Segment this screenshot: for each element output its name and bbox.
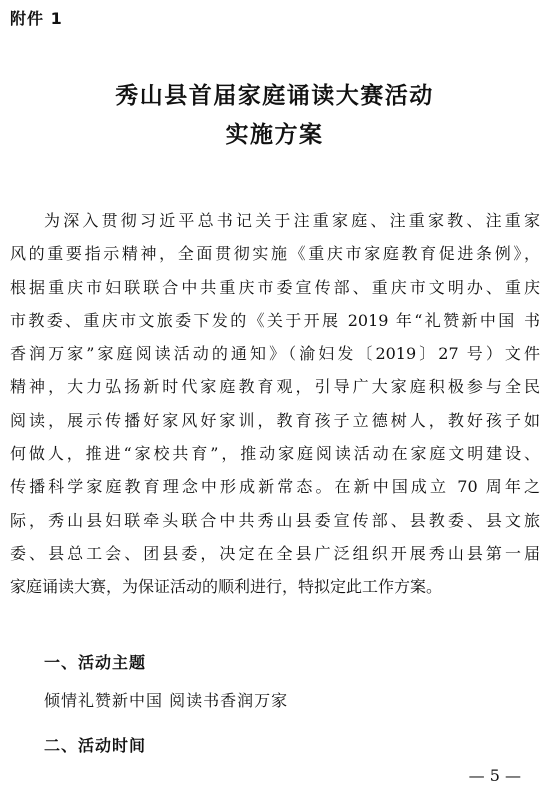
section-heading-time: 二、活动时间 bbox=[44, 736, 147, 755]
paragraph-line: 香润万家”家庭阅读活动的通知》（渝妇发〔2019〕27 号）文件 bbox=[10, 344, 540, 364]
paragraph-line: 传播科学家庭教育理念中形成新常态。在新中国成立 70 周年之 bbox=[10, 477, 540, 497]
page-number: — 5 — bbox=[468, 766, 521, 785]
document-title-line-1: 秀山县首届家庭诵读大赛活动 bbox=[115, 82, 434, 109]
paragraph-line: 阅读，展示传播好家风好家训，教育孩子立德树人，教好孩子如 bbox=[10, 410, 540, 430]
paragraph-line: 际，秀山县妇联牵头联合中共秀山县委宣传部、县教委、县文旅 bbox=[10, 510, 540, 530]
document-title-line-2: 实施方案 bbox=[225, 121, 324, 148]
paragraph-line: 家庭诵读大赛，为保证活动的顺利进行，特拟定此工作方案。 bbox=[10, 577, 443, 597]
paragraph-line: 为深入贯彻习近平总书记关于注重家庭、注重家教、注重家 bbox=[44, 211, 540, 230]
paragraph-line: 市教委、重庆市文旅委下发的《关于开展 2019 年“礼赞新中国 书 bbox=[10, 310, 540, 330]
paragraph-line: 根据重庆市妇联联合中共重庆市委宣传部、重庆市文明办、重庆 bbox=[10, 277, 540, 297]
activity-theme-text: 倾情礼赞新中国 阅读书香润万家 bbox=[44, 691, 289, 710]
attachment-label: 附件 1 bbox=[10, 9, 63, 28]
paragraph-line: 精神，大力弘扬新时代家庭教育观，引导广大家庭积极参与全民 bbox=[10, 377, 540, 397]
section-heading-theme: 一、活动主题 bbox=[44, 653, 147, 672]
intro-paragraph bbox=[10, 204, 540, 604]
paragraph-line: 何做人，推进“家校共育”，推动家庭阅读活动在家庭文明建设、 bbox=[10, 444, 540, 464]
paragraph-line: 委、县总工会、团县委，决定在全县广泛组织开展秀山县第一届 bbox=[10, 543, 540, 563]
paragraph-line: 风的重要指示精神，全面贯彻实施《重庆市家庭教育促进条例》， bbox=[10, 244, 540, 264]
